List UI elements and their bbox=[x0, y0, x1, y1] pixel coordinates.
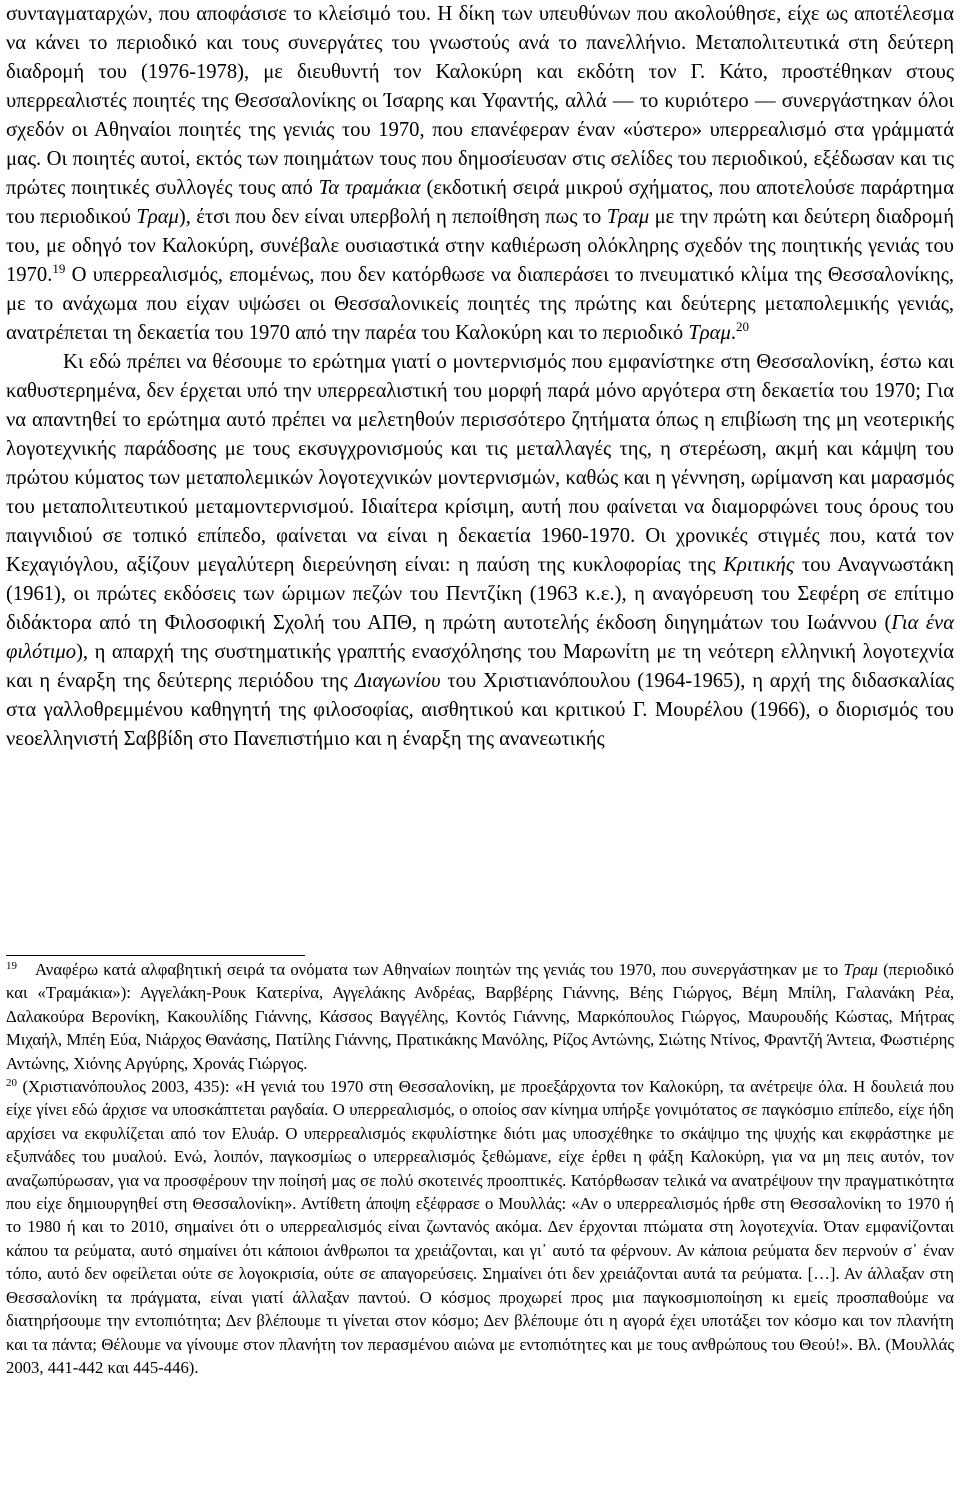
footnote-number: 19 bbox=[6, 960, 17, 972]
paragraph-2: Κι εδώ πρέπει να θέσουμε το ερώτημα γιατί ο μοντερνισμός που εμφανίστηκε στη Θεσσαλονίκη, έστω και καθυστερημένα, δεν έρχεται υπό την υπερρεαλιστική του μορφή παρά μόνο αργότερα στη δεκαετία του 1970; Για να απαντηθεί το ερώτημα αυτό πρέπει να μελετηθούν περισσότερο ζητήματα όπως η επιβίωση της μη νεοτερικής λογοτεχνικής παράδοσης με τους εκσυγχρονισμούς και τις μεταλλαγές της, η στερέωση, ακμή και κάμψη του πρώτου κύματος των μεταπολεμικών λογοτεχνικών μοντερνισμών, καθώς και η γέννηση, ωρίμανση και μαρασμός του μεταπολιτευτικού μεταμοντερνισμού. Ιδιαίτερα κρίσιμη, αυτή που φαίνεται να διαμορφώνει τους όρους του παιγνιδιού σε τοπικό επίπεδο, φαίνεται να είναι η δεκαετία 1960-1970. Οι χρονικές στιγμές που, κατά τον Κεχαγιόγλου, αξίζουν μεγαλύτερη διερεύνηση είναι: η παύση της κυκλοφορίας της Κριτικής του Αναγνωστάκη (1961), οι πρώτες εκδόσεις των ώριμων πεζών του Πεντζίκη (1963 κ.ε.), η αναγόρευση του Σεφέρη σε επίτιμο διδάκτορα από τη Φιλοσοφική Σχολή του ΑΠΘ, η πρώτη αυτοτελής έκδοση διηγημάτων του Ιωάννου (Για ένα φιλότιμο), η απαρχή της συστηματικής γραπτής ενασχόλησης του Μαρωνίτη με τη νεότερη ελληνική λογοτεχνία και η έναρξη της δεύτερης περιόδου της Διαγωνίου του Χριστιανόπουλου (1964-1965), η αρχή της διδασκαλίας στα γαλλοθρεμμένου καθηγητή της φιλοσοφίας, αισθητικού και κριτικού Γ. Μουρέλου (1966), ο διορισμός του νεοελληνιστή Σαββίδη στο Πανεπιστήμιο και η έναρξη της ανανεωτικής bbox=[6, 351, 955, 750]
footnote-ref-20[interactable]: 20 bbox=[735, 319, 749, 334]
footnote-number: 20 bbox=[6, 1077, 17, 1090]
italic-title: Τα τραμάκια bbox=[318, 177, 421, 199]
italic-title: Τραμ bbox=[688, 322, 731, 344]
footnote-19: $^{19}$ Αναφέρω κατά αλφαβητική σειρά τα ονόματα των Αθηναίων ποιητών της γενιάς του 1970, που συνεργάστηκαν με το Τραμ (περιοδικό και «Τραμάκια»): Αγγελάκη-Ρουκ Κατερίνα, Αγγελάκης Ανδρέας, Βαρβέρης Γιάννης, Βέης Γιώργος, Βέμη Μπίλη, Γαλανάκη Ρέα, Δαλακούρα Βερονίκη, Κακουλίδης Γιάννης, Κάσσος Βαγγέλης, Κοντός Γιάννης, Μαρκόπουλος Γιώργος, Μαυρουδής Κώστας, Μήτρας Μιχαήλ, Μπέη Εύα, Νιάρχος Θανάσης, Πατίλης Γιάννης, Πρατικάκης Μανόλης, Ρίζος Αντώνης, Σιώτης Ντίνος, Φραντζή Άντεια, Φωστιέρης Αντώνης, Χιόνης Αργύρης, Χρονάς Γιώργος. bbox=[6, 960, 954, 1073]
italic-title: Τραμ bbox=[606, 206, 650, 228]
italic-title: Διαγωνίου bbox=[354, 670, 441, 692]
italic-title: Κριτικής bbox=[723, 554, 795, 576]
footnotes bbox=[6, 958, 954, 1379]
main-text bbox=[6, 0, 954, 754]
footnote-ref-19[interactable]: 19 bbox=[52, 261, 66, 276]
italic-title: Τραμ bbox=[136, 206, 179, 228]
footnote-separator bbox=[6, 955, 305, 956]
italic-title: Για ένα φιλότιμο bbox=[6, 612, 955, 663]
italic-title: Τραμ bbox=[843, 960, 878, 979]
footnote-20: $^{20}$ (Χριστιανόπουλος 2003, 435): «Η γενιά του 1970 στη Θεσσαλονίκη, με προεξάρχοντα τον Καλοκύρη, τα ανέτρεψε όλα. Η δουλειά που είχε γίνει εδώ άρχισε να υποσκάπτεται ραγδαία. Ο υπερρεαλισμός, ο οποίος σαν κίνημα υπήρξε γονιμότατος σε παγκόσμιο επίπεδο, είχε ήδη αρχίσει να εκφυλίζεται από τον Ελυάρ. Ο υπερρεαλισμός εκφυλίστηκε διότι μας υποσχέθηκε το σκάψιμο της ψυχής και εκφράστηκε με εξυπνάδες του μυαλού. Ενώ, λοιπόν, παγκοσμίως ο υπερρεαλισμός ξεθώμανε, είχε έρθει η φάξη Καλοκύρη, για να μη πεις αυτόν, τον αναζωπύρωσαν, για να προσφέρουν την ποίησή μας σε πολύ σκοτεινές προοπτικές. Κατόρθωσαν τελικά να ανατρέψουν την πραγματικότητα που είχε δημιουργηθεί στη Θεσσαλονίκη». Αντίθετη άποψη εξέφρασε ο Μουλλάς: «Αν ο υπερρεαλισμός ήρθε στη Θεσσαλονίκη το 1970 ή το 1980 ή και το 2010, σημαίνει ότι ο υπερρεαλισμός είναι ζωντανός ακόμα. Δεν έρχονται πτώματα στη λογοτεχνία. Όταν εμφανίζονται κάπου τα ρεύματα, αυτό σημαίνει ότι κάποιοι άνθρωποι τα χρειάζονται, και γι᾽ αυτό τα φέρνουν. Αν κάποια ρεύματα δεν περνούν σ᾽ έναν τόπο, αυτό δεν οφείλεται ούτε σε λογοκρισία, ούτε σε απαγορεύσεις. Σημαίνει ότι δεν χρειάζονται αυτά τα ρεύματα. […]. Αν άλλαξαν στη Θεσσαλονίκη τα πράγματα, είναι γιατί άλλαξαν παντού. Ο κόσμος προχωρεί προς μια παγκοσμιοποίηση κι εμείς προσπαθούμε να διατηρήσουμε την εντοπιότητα; Δεν βλέπουμε τι γίνεται στον κόσμο; Δεν βλέπουμε ότι η αγορά έχει υποτάξει τον κόσμο και τον πλανήτη και τα πάντα; Θέλουμε να γίνουμε στον πλανήτη τον περασμένου αιώνα με εντοπιότητες και με τους ανθρώπους του Θεού!». Βλ. (Μουλλάς 2003, 441-442 και 445-446). bbox=[6, 1077, 954, 1377]
paragraph-1: συνταγματαρχών, που αποφάσισε το κλείσιμό του. Η δίκη των υπευθύνων που ακολούθησε, είχε ως αποτέλεσμα να κάνει το περιοδικό και τους συνεργάτες του γνωστούς ανά το πανελλήνιο. Μεταπολιτευτικά στη δεύτερη διαδρομή του (1976-1978), με διευθυντή τον Καλοκύρη και εκδότη τον Γ. Κάτο, προστέθηκαν στους υπερρεαλιστές ποιητές της Θεσσαλονίκης οι Ίσαρης και Υφαντής, αλλά — το κυριότερο — συνεργάστηκαν όλοι σχεδόν οι Αθηναίοι ποιητές της γενιάς του 1970, που επανέφεραν έναν «ύστερο» υπερρεαλισμό στα γράμματά μας. Οι ποιητές αυτοί, εκτός των ποιημάτων τους που δημοσίευσαν στις σελίδες του περιοδικού, εξέδωσαν και τις πρώτες ποιητικές συλλογές τους από Τα τραμάκια (εκδοτική σειρά μικρού σχήματος, που αποτελούσε παράρτημα του περιοδικού Τραμ), έτσι που δεν είναι υπερβολή η πεποίθηση πως το Τραμ με την πρώτη και δεύτερη διαδρομή του, με οδηγό τον Καλοκύρη, συνέβαλε ουσιαστικά στην καθιέρωση ολόκληρης σχεδόν της ποιητικής γενιάς του 1970.19 Ο υπερρεαλισμός, επομένως, που δεν κατόρθωσε να διαπεράσει το πνευματικό κλίμα της Θεσσαλονίκης, με το ανάχωμα που είχαν υψώσει οι Θεσσαλονικείς ποιητές της πρώτης και δεύτερης μεταπολεμικής γενιάς, ανατρέπεται τη δεκαετία του 1970 από την παρέα του Καλοκύρη και το περιοδικό Τραμ.$^{20}$ bbox=[6, 3, 954, 344]
